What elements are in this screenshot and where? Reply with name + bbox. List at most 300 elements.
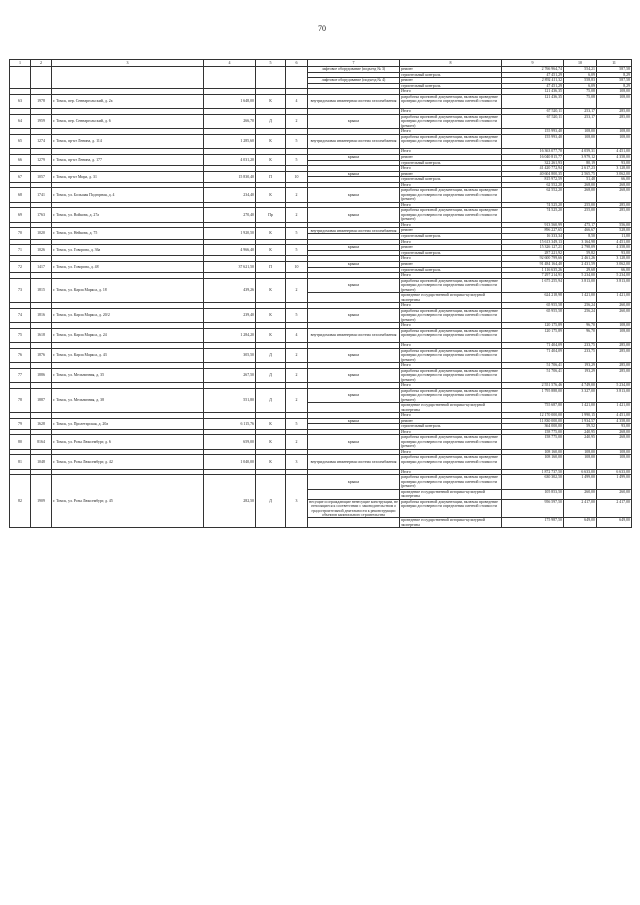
limit-cost-cell: 3 813,00 — [597, 278, 632, 292]
unit-cost-cell: 6,09 — [564, 83, 597, 89]
cost-cell: 91 484 164,40 — [502, 262, 564, 268]
unit-cost-cell: 6 633,00 — [564, 469, 597, 475]
header-cell: 10 — [564, 60, 597, 67]
unit-cost-cell: 108,00 — [564, 134, 597, 148]
cost-cell: 40 604 800,35 — [502, 171, 564, 177]
element-type-cell: крыша — [308, 154, 400, 160]
floors-cell: 3 — [286, 475, 308, 528]
element-type-cell: крыша — [308, 348, 400, 362]
unit-cost-cell: 253,17 — [564, 109, 597, 115]
work-type-cell: строительный контроль — [400, 234, 502, 240]
limit-cost-cell: 66,00 — [597, 177, 632, 183]
wall-material-cell: П — [256, 262, 286, 273]
element-type-cell: крыша — [308, 245, 400, 251]
work-type-cell: строительный контроль — [400, 83, 502, 89]
unit-cost-cell: 256,24 — [564, 308, 597, 322]
header-cell: 8 — [400, 60, 502, 67]
work-type-cell: строительный контроль — [400, 72, 502, 78]
area-cell: 270,40 — [204, 208, 256, 222]
unit-cost-cell: 255,00 — [564, 208, 597, 222]
unit-cost-cell: 6,09 — [564, 72, 597, 78]
unit-cost-cell: 2 798,09 — [564, 245, 597, 251]
floors-cell: 2 — [286, 188, 308, 202]
unit-cost-cell: 1 990,15 — [564, 413, 597, 419]
unit-cost-cell: 108,00 — [564, 449, 597, 455]
limit-cost-cell: 587,58 — [597, 78, 632, 84]
element-type-cell: внутридомовая инженерная система газоснабжения — [308, 94, 400, 108]
cost-cell: 51 706,41 — [502, 368, 564, 382]
work-type-cell: ремонт — [400, 67, 502, 73]
limit-cost-cell: 4 358,00 — [597, 418, 632, 424]
floors-cell: 5 — [286, 154, 308, 165]
cost-cell: 913 560,99 — [502, 222, 564, 228]
wall-material-cell: Д — [256, 368, 286, 382]
floors-cell: 10 — [286, 262, 308, 273]
cost-cell: 755 687,80 — [502, 403, 564, 413]
header-cell: 7 — [308, 60, 400, 67]
work-type-cell: разработка проектной документации, включая проведение проверки достоверности определения сметной стоимости — [400, 455, 502, 469]
floors-cell: 5 — [286, 418, 308, 429]
unit-cost-cell: 8,50 — [564, 234, 597, 240]
cost-cell: 71 404,09 — [502, 348, 564, 362]
unit-cost-cell: 193,29 — [564, 368, 597, 382]
unit-cost-cell: 75,08 — [564, 94, 597, 108]
unit-cost-cell: 29,68 — [564, 267, 597, 273]
cost-cell: 71 404,09 — [502, 343, 564, 349]
cost-cell: 41 420 772,94 — [502, 166, 564, 172]
unit-cost-cell: 96,70 — [564, 328, 597, 342]
work-type-cell: строительный контроль — [400, 160, 502, 166]
floors-cell: 5 — [286, 134, 308, 148]
floors-cell: 4 — [286, 328, 308, 342]
work-type-cell: строительный контроль — [400, 177, 502, 183]
cost-cell: 322 261,93 — [502, 160, 564, 166]
cost-cell: 121 436,35 — [502, 89, 564, 95]
table-row — [10, 134, 632, 148]
limit-cost-cell: 108,00 — [597, 328, 632, 342]
row-number: 73 — [10, 278, 31, 302]
cost-cell: 67 520,11 — [502, 109, 564, 115]
element-type-cell: внутридомовая инженерная система газоснабжения — [308, 228, 400, 234]
work-type-cell: Итого — [400, 303, 502, 309]
cost-cell: 2 551 576,46 — [502, 383, 564, 389]
header-cell: 1 — [10, 60, 31, 67]
table-row — [10, 368, 632, 382]
work-type-cell: Итого — [400, 256, 502, 262]
limit-cost-cell: 108,00 — [597, 455, 632, 469]
row-number: 77 — [10, 368, 31, 382]
work-type-cell: разработка проектной документации, включая проведение проверки достоверности определения сметной стоимости (ремонт) — [400, 114, 502, 128]
limit-cost-cell: 66,00 — [597, 267, 632, 273]
cost-cell: 67 520,11 — [502, 114, 564, 128]
unit-cost-cell: 80,19 — [564, 160, 597, 166]
house-code: 1815 — [31, 278, 52, 302]
cost-cell: 108 160,00 — [502, 455, 564, 469]
limit-cost-cell: 1 499,00 — [597, 475, 632, 489]
cost-cell: 15 326 127,21 — [502, 245, 564, 251]
limit-cost-cell: 108,00 — [597, 94, 632, 108]
row-number: 79 — [10, 418, 31, 429]
limit-cost-cell: 260,00 — [597, 489, 632, 499]
cost-cell: 1 872 737,50 — [502, 469, 564, 475]
limit-cost-cell: 587,58 — [597, 67, 632, 73]
cost-cell: 74 525,20 — [502, 202, 564, 208]
element-type-cell: крыша — [308, 475, 400, 489]
cost-cell: 155 993,40 — [502, 129, 564, 135]
element-type-cell: несущие и ограждающие ненесущие конструкции, не относящиеся к соответствии с законодательством о градостроительной деятельности к реконструкции объектов капитального строительства — [309, 499, 398, 518]
wall-material-cell: Д — [256, 114, 286, 128]
address-cell: г. Томск, ул. Мельничная, д. 38 — [52, 388, 204, 412]
unit-cost-cell: 1 934,57 — [564, 418, 597, 424]
cost-cell: 12 170 000,00 — [502, 413, 564, 419]
work-type-cell: Итого — [400, 343, 502, 349]
row-number: 67 — [10, 171, 31, 182]
address-cell: г. Томск, пер. Сеннаргольский, д. 6 — [52, 114, 204, 128]
wall-material-cell: К — [256, 154, 286, 165]
table-row — [10, 328, 632, 342]
work-type-cell: разработка проектной документации, включая проведение проверки достоверности определения сметной стоимости — [400, 499, 502, 518]
cost-cell: 120 175,89 — [502, 323, 564, 329]
cost-cell: 630 302,50 — [502, 475, 564, 489]
house-code: 1020 — [31, 228, 52, 239]
floors-cell: 5 — [286, 228, 308, 239]
limit-cost-cell: 268,00 — [597, 182, 632, 188]
limit-cost-cell: 108,00 — [597, 89, 632, 95]
element-type-cell — [308, 403, 400, 413]
cost-cell: 47 451,29 — [502, 72, 564, 78]
row-number: 64 — [10, 114, 31, 128]
limit-cost-cell: 3 062,00 — [597, 171, 632, 177]
cost-cell: 158 775,00 — [502, 435, 564, 449]
work-type-cell: Итого — [400, 363, 502, 369]
cost-cell: 175 987,50 — [502, 518, 564, 528]
limit-cost-cell: 4 358,00 — [597, 245, 632, 251]
area-cell: 37 621,50 — [204, 262, 256, 273]
unit-cost-cell: 108,00 — [564, 455, 597, 469]
unit-cost-cell: 233,75 — [564, 343, 597, 349]
limit-cost-cell: 4 451,00 — [597, 149, 632, 155]
limit-cost-cell: 3 062,00 — [597, 262, 632, 268]
row-number: 76 — [10, 348, 31, 362]
cost-cell: 896 227,65 — [502, 228, 564, 234]
area-cell: 234,40 — [204, 188, 256, 202]
work-type-cell: Итого — [400, 413, 502, 419]
limit-cost-cell: 4 451,00 — [597, 413, 632, 419]
address-cell: г. Томск, ул. Большая Подгорная, д. 4 — [52, 188, 204, 202]
work-type-cell: ремонт — [400, 418, 502, 424]
area-cell: 239,40 — [204, 308, 256, 322]
area-cell: 267,50 — [204, 368, 256, 382]
element-type-cell: внутридомовая инженерная система газоснабжения — [308, 328, 400, 342]
page-number: 70 — [318, 24, 326, 33]
limit-cost-cell: 93,00 — [597, 160, 632, 166]
house-code: 1886 — [31, 368, 52, 382]
cost-cell: 15 613 349,13 — [502, 239, 564, 245]
limit-cost-cell: 93,00 — [597, 424, 632, 430]
limit-cost-cell: 649,00 — [597, 518, 632, 528]
work-type-cell: Итого — [400, 182, 502, 188]
unit-cost-cell: 59,52 — [564, 424, 597, 430]
house-code: 1417 — [31, 262, 52, 273]
area-cell: 305,50 — [204, 348, 256, 362]
cost-cell: 287 221,92 — [502, 250, 564, 256]
cost-cell: 1 116 635,26 — [502, 267, 564, 273]
unit-cost-cell: 1 499,00 — [564, 475, 597, 489]
work-type-cell: ремонт — [400, 171, 502, 177]
unit-cost-cell: 96,70 — [564, 323, 597, 329]
wall-material-cell: Д — [256, 388, 286, 412]
unit-cost-cell: 554,21 — [564, 67, 597, 73]
cost-cell: 2 892 411,32 — [502, 78, 564, 84]
element-type-cell: крыша — [308, 188, 400, 202]
header-cell: 2 — [31, 60, 52, 67]
cost-cell: 7 297 214,91 — [502, 273, 564, 279]
address-cell: г. Томск, ул. Мельничная, д. 35 — [52, 368, 204, 382]
unit-cost-cell: 260,00 — [564, 489, 597, 499]
row-number: 70 — [10, 228, 31, 239]
row-number: 82 — [10, 475, 31, 528]
row-number: 65 — [10, 134, 31, 148]
cost-cell: 65 955,58 — [502, 308, 564, 322]
work-type-cell: Итого — [400, 89, 502, 95]
unit-cost-cell: 2 565,75 — [564, 171, 597, 177]
work-type-cell: Итого — [400, 383, 502, 389]
element-type-cell: крыша — [308, 262, 400, 268]
unit-cost-cell: 255,00 — [564, 202, 597, 208]
element-type-cell: крыша — [308, 208, 400, 222]
unit-cost-cell: 59,82 — [564, 250, 597, 256]
limit-cost-cell: 268,00 — [597, 429, 632, 435]
area-cell: 6 115,76 — [204, 418, 256, 429]
area-cell: 1 040,00 — [204, 455, 256, 469]
limit-cost-cell: 1 421,00 — [597, 403, 632, 413]
work-type-cell: Итого — [400, 469, 502, 475]
element-type-cell: крыша — [308, 308, 400, 322]
address-cell: г. Томск, ул. Карла Маркса, д. 43 — [52, 348, 204, 362]
work-type-cell: строительный контроль — [400, 424, 502, 430]
area-cell — [204, 67, 256, 89]
limit-cost-cell: 108,00 — [597, 323, 632, 329]
house-code: 1741 — [31, 188, 52, 202]
cost-cell: 158 775,00 — [502, 429, 564, 435]
house-code: 1876 — [31, 348, 52, 362]
wall-material-cell: К — [256, 245, 286, 256]
limit-cost-cell: 108,00 — [597, 449, 632, 455]
house-code: 1816 — [31, 308, 52, 322]
limit-cost-cell: 11,00 — [597, 234, 632, 240]
row-number: 78 — [10, 388, 31, 412]
area-cell: 1 285,60 — [204, 134, 256, 148]
element-type-cell: внутридомовая инженерная система газоснабжения — [308, 455, 400, 469]
house-code: 1909 — [31, 475, 52, 528]
cost-cell: 16 040 815,77 — [502, 154, 564, 160]
floors-cell: 2 — [286, 208, 308, 222]
house-code: 1978 — [31, 94, 52, 108]
address-cell: г. Томск, ул. Розы Люксембург, д. 45 — [52, 475, 204, 528]
unit-cost-cell: 75,08 — [564, 89, 597, 95]
limit-cost-cell: 260,00 — [597, 303, 632, 309]
area-cell: 551,80 — [204, 388, 256, 412]
unit-cost-cell: 4 059,31 — [564, 149, 597, 155]
work-type-cell: проведение государственной историко-культурной экспертизы — [400, 518, 502, 528]
work-type-cell: Итого — [400, 202, 502, 208]
unit-cost-cell: 558,83 — [564, 78, 597, 84]
work-type-cell: Итого — [400, 429, 502, 435]
element-type-cell: крыша — [308, 435, 400, 449]
area-cell: 15 830,40 — [204, 171, 256, 182]
work-type-cell: строительный контроль — [400, 267, 502, 273]
cost-cell: 1 675 255,94 — [502, 278, 564, 292]
element-type-cell: крыша — [308, 418, 400, 424]
address-cell: г. Томск, ул. Карла Маркса, д. 18 — [52, 278, 204, 302]
cost-cell: 47 451,29 — [502, 83, 564, 89]
house-code: 1048 — [31, 455, 52, 469]
limit-cost-cell: 556,00 — [597, 222, 632, 228]
table-row — [10, 455, 632, 469]
house-code: 8164 — [31, 435, 52, 449]
work-type-cell: Итого — [400, 449, 502, 455]
unit-cost-cell: 649,00 — [564, 518, 597, 528]
table-row — [10, 475, 632, 489]
wall-material-cell: К — [256, 455, 286, 469]
limit-cost-cell: 285,00 — [597, 202, 632, 208]
work-type-cell: Итого — [400, 323, 502, 329]
work-type-cell: ремонт — [400, 245, 502, 251]
limit-cost-cell: 285,00 — [597, 114, 632, 128]
area-cell: 1 648,00 — [204, 94, 256, 108]
unit-cost-cell: 3 327,00 — [564, 388, 597, 402]
address-cell: г. Томск, пр-кт Мира, д. 31 — [52, 171, 204, 182]
address-cell: г. Томск, ул. Войкова, д. 27а — [52, 208, 204, 222]
row-number: 66 — [10, 154, 31, 165]
header-cell: 3 — [52, 60, 204, 67]
floors-cell: 10 — [286, 171, 308, 182]
unit-cost-cell: 2 417,00 — [564, 499, 597, 518]
unit-cost-cell: 1 421,00 — [564, 293, 597, 303]
house-code: 1763 — [31, 208, 52, 222]
work-type-cell: Итого — [400, 166, 502, 172]
table-row — [10, 114, 632, 128]
house-code: 1959 — [31, 114, 52, 128]
element-type-cell — [308, 518, 400, 528]
header-row — [10, 60, 632, 67]
header-cell: 11 — [597, 60, 632, 67]
row-number: 69 — [10, 208, 31, 222]
cost-cell: 92 600 799,66 — [502, 256, 564, 262]
work-type-cell: разработка проектной документации, включая проведение проверки достоверности определения сметной стоимости (ремонт) — [400, 188, 502, 202]
work-type-cell: разработка проектной документации, включая проведение проверки достоверности определения сметной стоимости (ремонт) — [400, 368, 502, 382]
unit-cost-cell: 240,95 — [564, 429, 597, 435]
cost-cell: 121 436,35 — [502, 94, 564, 108]
work-type-cell: разработка проектной документации, включая проведение проверки достоверности определения сметной стоимости — [400, 94, 502, 108]
row-number: 71 — [10, 245, 31, 256]
unit-cost-cell: 1 421,00 — [564, 403, 597, 413]
row-number — [10, 67, 31, 89]
floors-cell: 2 — [286, 388, 308, 412]
unit-cost-cell: 475,17 — [564, 222, 597, 228]
floors-cell: 2 — [286, 435, 308, 449]
unit-cost-cell: 2 461,26 — [564, 256, 597, 262]
work-type-cell: разработка проектной документации, включая проведение проверки достоверности определения сметной стоимости (ремонт) — [400, 475, 502, 489]
work-type-cell: ремонт — [400, 154, 502, 160]
cost-cell: 11 830 000,00 — [502, 418, 564, 424]
address-cell — [52, 67, 204, 89]
limit-cost-cell: 285,00 — [597, 208, 632, 222]
unit-cost-cell: 3 164,98 — [564, 239, 597, 245]
element-type-cell: крыша — [308, 368, 400, 382]
work-type-cell: ремонт — [400, 228, 502, 234]
house-code: 1887 — [31, 388, 52, 412]
unit-cost-cell: 108,00 — [564, 129, 597, 135]
address-cell: г. Томск, пр-кт Ленина, д. 114 — [52, 134, 204, 148]
element-type-cell: ла́фтовое оборудование (подъезд № 3) — [308, 67, 400, 73]
wall-material-cell: К — [256, 94, 286, 108]
header-cell: 4 — [204, 60, 256, 67]
address-cell: г. Томск, пер. Сеннаргольский, д. 2а — [52, 94, 204, 108]
table-row — [10, 94, 632, 108]
cost-cell: 62 552,20 — [502, 188, 564, 202]
row-number: 80 — [10, 435, 31, 449]
header-cell: 6 — [286, 60, 308, 67]
wall-material-cell: Пр — [256, 208, 286, 222]
element-type-cell: крыша — [308, 114, 400, 128]
work-type-cell: Итого — [400, 239, 502, 245]
work-type-cell: разработка проектной документации, включая проведение проверки достоверности определения сметной стоимости — [400, 328, 502, 342]
cost-cell: 62 552,20 — [502, 182, 564, 188]
house-code: 1628 — [31, 418, 52, 429]
capital-repair-table — [9, 59, 632, 528]
cost-cell: 108 160,00 — [502, 449, 564, 455]
unit-cost-cell: 466,67 — [564, 228, 597, 234]
row-number: 81 — [10, 455, 31, 469]
unit-cost-cell: 51,48 — [564, 177, 597, 183]
unit-cost-cell: 2 617,23 — [564, 166, 597, 172]
table-row — [10, 435, 632, 449]
cost-cell: 51 706,41 — [502, 363, 564, 369]
work-type-cell: Итого — [400, 222, 502, 228]
cost-cell: 16 333,34 — [502, 234, 564, 240]
work-type-cell: Итого — [400, 273, 502, 279]
work-type-cell: ремонт — [400, 78, 502, 84]
cost-cell: 624 218,98 — [502, 293, 564, 303]
element-type-cell: крыша — [308, 388, 400, 402]
cost-cell: 16 363 077,70 — [502, 149, 564, 155]
limit-cost-cell: 285,00 — [597, 368, 632, 382]
element-type-cell — [308, 293, 400, 303]
work-type-cell: разработка проектной документации, включая проведение проверки достоверности определения сметной стоимости (ремонт) — [400, 348, 502, 362]
work-type-cell: разработка проектной документации, включая проведение проверки достоверности определения сметной стоимости (ремонт) — [400, 208, 502, 222]
area-cell: 439,26 — [204, 278, 256, 302]
limit-cost-cell: 2 417,00 — [597, 499, 632, 518]
limit-cost-cell: 8,29 — [597, 72, 632, 78]
limit-cost-cell: 260,00 — [597, 308, 632, 322]
work-type-cell: разработка проектной документации, включая проведение проверки достоверности определения сметной стоимости (ремонт) — [400, 278, 502, 292]
limit-cost-cell: 285,00 — [597, 348, 632, 362]
limit-cost-cell: 268,00 — [597, 435, 632, 449]
element-type-cell: лифтовое оборудование (подъезд № 4) — [308, 78, 400, 84]
unit-cost-cell: 3 813,00 — [564, 278, 597, 292]
limit-cost-cell: 4 451,00 — [597, 239, 632, 245]
work-type-cell: Итого — [400, 149, 502, 155]
table-row — [10, 348, 632, 362]
element-type-cell: внутридомовая инженерная система газоснабжения — [308, 134, 400, 148]
limit-cost-cell: 3 813,00 — [597, 388, 632, 402]
floors-cell: 5 — [286, 245, 308, 256]
unit-cost-cell: 5 234,00 — [564, 273, 597, 279]
address-cell: г. Томск, ул. Карла Маркса, д. 24 — [52, 328, 204, 342]
row-number: 74 — [10, 308, 31, 322]
wall-material-cell: К — [256, 418, 286, 429]
